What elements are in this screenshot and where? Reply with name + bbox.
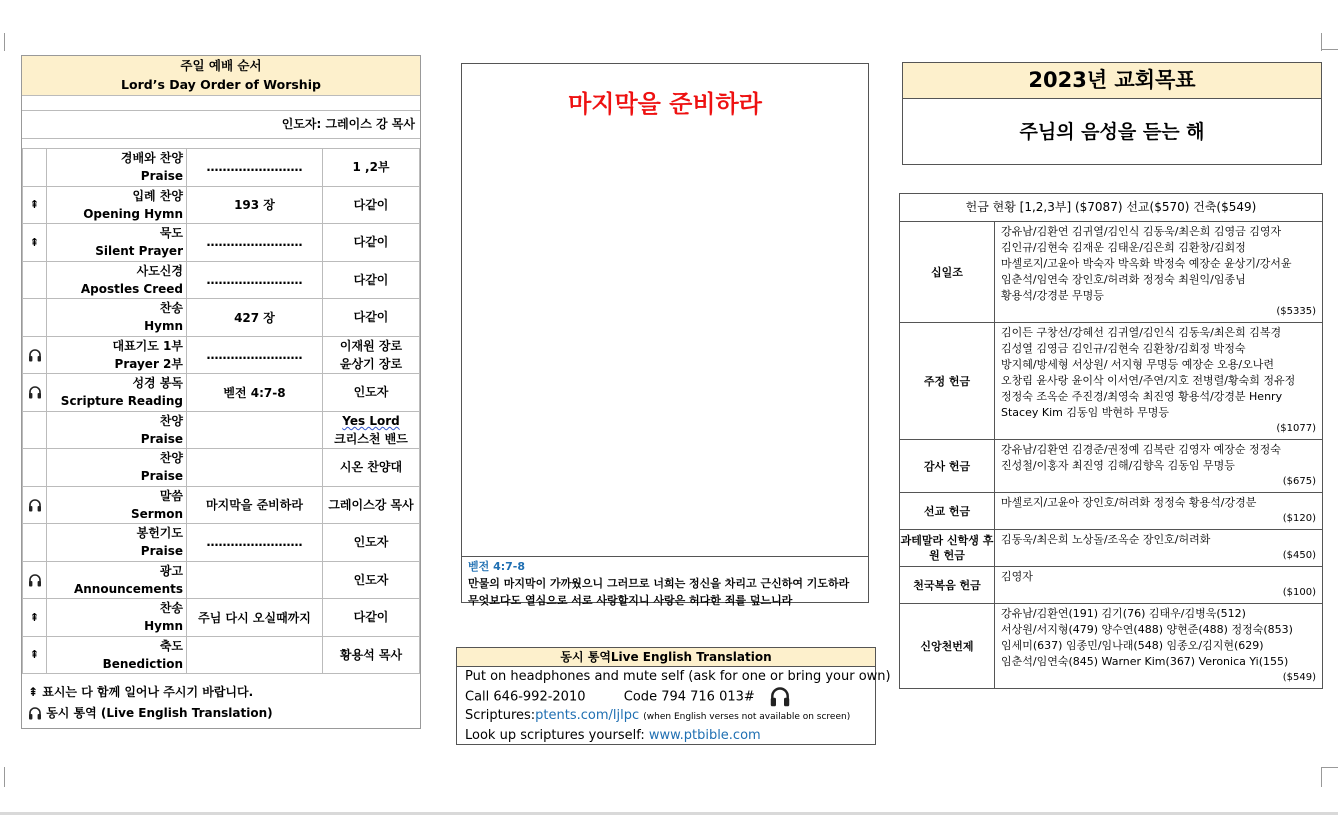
offering-names — [995, 493, 1323, 530]
sermon-title: 마지막을 준비하라 — [568, 90, 762, 118]
worship-item-ko: 경배와 찬양 — [120, 151, 183, 166]
worship-right-line1: 다같이 — [353, 310, 389, 325]
worship-item-leader — [323, 636, 420, 674]
worship-item-leader — [323, 599, 420, 637]
worship-right-line1: 시온 찬양대 — [339, 460, 403, 475]
worship-title-ko: 주일 예배 순서 — [180, 58, 262, 73]
worship-right-line2: 크리스천 밴드 — [334, 431, 408, 446]
worship-item-detail: …………………… — [187, 524, 323, 562]
goal-title: 2023년 교회목표 — [903, 63, 1321, 99]
worship-row — [23, 224, 420, 262]
worship-item-name — [47, 261, 187, 299]
worship-item-leader — [323, 261, 420, 299]
offering-names-line: 김성열 김영금 김인규/김현숙 김환창/김회정 박정숙 — [1001, 342, 1246, 355]
offering-names-line: 김인규/김현숙 김재운 김태운/김은희 김환창/김회정 — [1001, 241, 1246, 254]
worship-item-en: Opening Hymn — [83, 206, 183, 221]
offering-box — [899, 193, 1323, 689]
worship-right-line1: 그레이스강 목사 — [328, 497, 414, 512]
offering-row — [900, 323, 1322, 440]
worship-item-ko: 사도신경 — [136, 263, 183, 278]
worship-right-line1: 다같이 — [353, 272, 389, 287]
worship-leader: 인도자: 그레이스 강 목사 — [22, 111, 420, 139]
worship-item-ko: 대표기도 1부 — [112, 338, 183, 353]
offering-amount: ($120) — [1282, 513, 1316, 524]
worship-table — [22, 148, 420, 674]
worship-icon-cell — [23, 261, 47, 299]
worship-item-ko: 봉헌기도 — [136, 526, 183, 541]
offering-row — [900, 493, 1322, 530]
worship-right-line1: 다같이 — [353, 197, 389, 212]
worship-item-detail: 주님 다시 오실때까지 — [187, 599, 323, 637]
offering-names — [995, 604, 1323, 689]
worship-item-name — [47, 636, 187, 674]
translation-line: Put on headphones and mute self (ask for one or bring your own) — [465, 669, 891, 684]
worship-right-line1: 인도자 — [353, 535, 389, 550]
sermon-box — [461, 63, 869, 607]
worship-item-en: Benediction — [102, 656, 183, 671]
worship-item-detail: …………………… — [187, 224, 323, 262]
worship-item-name — [47, 224, 187, 262]
worship-item-ko: 축도 — [159, 638, 183, 653]
worship-icon-cell — [23, 149, 47, 187]
worship-item-en: Apostles Creed — [80, 281, 183, 296]
offering-amount: ($100) — [1282, 587, 1316, 598]
worship-row — [23, 411, 420, 449]
worship-right-line1: 다같이 — [353, 235, 389, 250]
worship-row — [23, 186, 420, 224]
offering-row — [900, 604, 1322, 689]
scriptures-link[interactable]: ptents.com/ljlpc — [535, 708, 640, 723]
offering-amount: ($675) — [1282, 476, 1316, 487]
offering-names-line: 황용석/강경분 무명등 — [1001, 289, 1104, 302]
worship-item-ko: 말씀 — [159, 488, 183, 503]
offering-names — [995, 440, 1323, 493]
worship-row — [23, 486, 420, 524]
worship-icon-cell — [23, 336, 47, 374]
worship-item-name — [47, 599, 187, 637]
worship-item-ko: 성경 봉독 — [132, 376, 183, 391]
worship-item-name — [47, 486, 187, 524]
worship-item-ko: 찬송 — [159, 301, 183, 316]
offering-names — [995, 567, 1323, 604]
worship-item-en: Praise — [140, 469, 183, 484]
worship-item-leader — [323, 561, 420, 599]
headphones-icon — [28, 499, 42, 512]
worship-right-line1: Yes Lord — [342, 413, 400, 428]
offering-category: 감사 헌금 — [900, 440, 995, 493]
offering-names-line: Stacey Kim 김동임 박현하 무명등 — [1001, 406, 1169, 419]
worship-item-name — [47, 186, 187, 224]
offering-category: 십일조 — [900, 222, 995, 323]
offering-row — [900, 530, 1322, 567]
worship-item-detail: 벧전 4:7-8 — [187, 374, 323, 412]
worship-item-leader — [323, 411, 420, 449]
scriptures-note: (when English verses not available on screen) — [643, 712, 851, 722]
note-stand — [28, 682, 414, 703]
offering-amount: ($1077) — [1276, 423, 1316, 434]
worship-icon-cell — [23, 561, 47, 599]
worship-item-en: Hymn — [144, 619, 183, 634]
sermon-verse — [462, 556, 868, 610]
worship-right-line1: 인도자 — [353, 385, 389, 400]
translation-lookup-line — [457, 726, 875, 746]
offering-category: 천국복음 헌금 — [900, 567, 995, 604]
worship-item-en: Praise — [140, 431, 183, 446]
worship-header — [22, 56, 420, 96]
headphones-icon — [769, 687, 791, 707]
translation-title: 동시 통역Live English Translation — [457, 648, 875, 667]
worship-item-name — [47, 561, 187, 599]
worship-item-en: Praise — [140, 544, 183, 559]
lookup-label: Look up scriptures yourself: — [465, 727, 645, 743]
offering-amount: ($450) — [1282, 550, 1316, 561]
spacer-gap — [22, 139, 420, 148]
worship-row — [23, 599, 420, 637]
call-code: Code 794 716 013# — [623, 689, 755, 704]
worship-item-leader — [323, 149, 420, 187]
worship-right-line1: 황용석 목사 — [339, 647, 403, 662]
offering-names-line: 진성철/이홍자 최진영 김해/김향옥 김동임 무명등 — [1001, 459, 1235, 472]
offering-category: 선교 헌금 — [900, 493, 995, 530]
worship-item-detail — [187, 411, 323, 449]
offering-names-line: 오창림 윤사랑 윤이삭 이서연/주연/지호 전병렬/황숙희 정유정 — [1001, 374, 1296, 387]
worship-item-ko: 찬양 — [159, 451, 183, 466]
worship-icon-cell — [23, 374, 47, 412]
worship-item-en: Scripture Reading — [60, 394, 183, 409]
worship-row — [23, 524, 420, 562]
worship-item-ko: 입례 찬양 — [132, 188, 183, 203]
goal-motto: 주님의 음성을 듣는 해 — [1019, 121, 1205, 143]
worship-item-en: Hymn — [144, 319, 183, 334]
worship-row — [23, 374, 420, 412]
worship-item-en: Announcements — [73, 581, 183, 596]
worship-right-line1: 이재원 장로 — [339, 338, 403, 353]
offering-names-line: 서상원/서지형(479) 양수연(488) 양현준(488) 정정숙(853) — [1001, 623, 1293, 636]
offering-names-line: 김이든 구창선/강혜선 김귀열/김인식 김동욱/최은희 김복경 — [1001, 326, 1282, 339]
worship-item-detail — [187, 449, 323, 487]
headphones-icon — [28, 386, 42, 399]
call-number: Call 646-992-2010 — [465, 689, 586, 704]
offering-names-line: 마셀로지/고윤아 박숙자 박옥화 박정숙 예장순 윤상기/강서윤 — [1001, 257, 1292, 270]
headphones-icon — [28, 349, 42, 362]
headphones-icon — [28, 707, 42, 720]
worship-row — [23, 449, 420, 487]
translation-box — [456, 647, 891, 745]
crop-mark — [1321, 767, 1338, 768]
offering-names-line: 강유남/김환연 김경준/권정예 김복란 김영자 예장순 정정숙 — [1001, 443, 1281, 456]
worship-item-detail — [187, 636, 323, 674]
verse-line: 만물의 마지막이 가까웠으니 그러므로 너희는 정신을 차리고 근신하여 기도하라 — [468, 577, 850, 590]
worship-row — [23, 636, 420, 674]
worship-item-leader — [323, 524, 420, 562]
scriptures-label: Scriptures: — [465, 708, 536, 723]
note-translation — [28, 703, 414, 724]
worship-row — [23, 149, 420, 187]
worship-item-detail — [187, 561, 323, 599]
worship-item-ko: 묵도 — [159, 226, 183, 241]
offering-names-line: 강유남/김환연 김귀열/김인식 김동욱/최은희 김영금 김영자 — [1001, 225, 1282, 238]
stand-icon: ⇞ — [28, 685, 39, 699]
offering-amount: ($549) — [1282, 672, 1316, 683]
offering-table — [900, 222, 1322, 688]
worship-right-line2: 윤상기 장로 — [339, 356, 403, 371]
worship-item-ko: 광고 — [159, 563, 183, 578]
offering-names — [995, 222, 1323, 323]
worship-notes — [22, 674, 420, 728]
offering-names — [995, 530, 1323, 567]
offering-names-line: 정정숙 조옥순 주진경/최영숙 최진영 황용석/강경분 Henry — [1001, 390, 1283, 403]
verse-line: 무엇보다도 열심으로 서로 사랑할지니 사랑은 허다한 죄를 덮느니라 — [468, 594, 793, 607]
church-goal-box — [902, 62, 1322, 165]
worship-item-detail: …………………… — [187, 261, 323, 299]
worship-icon-cell — [23, 599, 47, 637]
worship-item-name — [47, 374, 187, 412]
offering-names-line: 임춘석/임연숙(845) Warner Kim(367) Veronica Yi(155) — [1001, 655, 1289, 668]
crop-mark — [4, 33, 5, 51]
offering-row — [900, 440, 1322, 493]
offering-names-line: 임세미(637) 임종민/임나래(548) 임종오/김지현(629) — [1001, 639, 1264, 652]
worship-item-leader — [323, 336, 420, 374]
worship-item-leader — [323, 186, 420, 224]
worship-item-leader — [323, 299, 420, 337]
worship-icon-cell — [23, 411, 47, 449]
worship-item-name — [47, 299, 187, 337]
stand-icon: ⇞ — [29, 198, 40, 212]
offering-names-line: 강유남/김환연(191) 김기(76) 김태우/김병욱(512) — [1001, 607, 1246, 620]
offering-category: 과테말라 신학생 후원 헌금 — [900, 530, 995, 567]
lookup-link[interactable]: www.ptbible.com — [648, 727, 761, 743]
worship-item-name — [47, 449, 187, 487]
worship-row — [23, 561, 420, 599]
stand-icon: ⇞ — [29, 235, 40, 249]
worship-icon-cell — [23, 186, 47, 224]
worship-item-detail: 427 장 — [187, 299, 323, 337]
worship-row — [23, 336, 420, 374]
worship-right-line1: 인도자 — [353, 572, 389, 587]
worship-title-en: Lord’s Day Order of Worship — [121, 77, 321, 92]
offering-names-line: 김영자 — [1001, 570, 1033, 583]
verse-reference: 벧전 4:7-8 — [468, 560, 526, 573]
worship-icon-cell — [23, 224, 47, 262]
offering-names-line: 김동욱/최은희 노상돌/조옥순 장인호/허려화 — [1001, 533, 1211, 546]
worship-item-en: Silent Prayer — [95, 244, 183, 259]
worship-item-name — [47, 524, 187, 562]
worship-item-en: Sermon — [131, 506, 183, 521]
translation-scriptures-line — [457, 706, 875, 726]
offering-names-line: 임춘석/임연숙 장인호/허려화 정정숙 최원익/임종님 — [1001, 273, 1246, 286]
crop-mark — [4, 767, 5, 787]
offering-names-line: 마셀로지/고윤아 장인호/허려화 정정숙 황용석/강경분 — [1001, 496, 1257, 509]
worship-item-en: Prayer 2부 — [114, 356, 183, 371]
worship-item-leader — [323, 486, 420, 524]
worship-right-line1: 다같이 — [353, 610, 389, 625]
offering-header: 헌금 현황 [1,2,3부] ($7087) 선교($570) 건축($549) — [900, 194, 1322, 222]
worship-row — [23, 299, 420, 337]
worship-right-line1: 1 ,2부 — [352, 160, 390, 175]
translation-call-line — [457, 687, 875, 707]
headphones-icon — [28, 574, 42, 587]
stand-icon: ⇞ — [29, 648, 40, 662]
note-translation-text: 동시 통역 (Live English Translation) — [46, 706, 273, 720]
stand-icon: ⇞ — [29, 610, 40, 624]
crop-mark — [1321, 49, 1338, 50]
offering-names-line: 방지혜/방세형 서상원/ 서지형 무명등 예장순 오용/오나련 — [1001, 358, 1274, 371]
worship-item-detail: 193 장 — [187, 186, 323, 224]
worship-item-en: Praise — [140, 169, 183, 184]
worship-item-leader — [323, 374, 420, 412]
worship-item-ko: 찬양 — [159, 413, 183, 428]
offering-category: 주정 헌금 — [900, 323, 995, 440]
worship-icon-cell — [23, 486, 47, 524]
worship-icon-cell — [23, 636, 47, 674]
note-stand-text: 표시는 다 함께 일어나 주시기 바랍니다. — [42, 685, 254, 699]
worship-row — [23, 261, 420, 299]
worship-item-ko: 찬송 — [159, 601, 183, 616]
offering-category: 신앙천번제 — [900, 604, 995, 689]
worship-item-leader — [323, 224, 420, 262]
worship-icon-cell — [23, 299, 47, 337]
offering-row — [900, 222, 1322, 323]
worship-item-name — [47, 411, 187, 449]
spacer-row — [22, 96, 420, 111]
order-of-worship — [21, 55, 421, 729]
worship-icon-cell — [23, 449, 47, 487]
worship-icon-cell — [23, 524, 47, 562]
worship-item-detail: …………………… — [187, 149, 323, 187]
crop-mark — [1321, 767, 1322, 787]
worship-item-name — [47, 149, 187, 187]
worship-item-leader — [323, 449, 420, 487]
worship-item-name — [47, 336, 187, 374]
offering-row — [900, 567, 1322, 604]
worship-item-detail: …………………… — [187, 336, 323, 374]
offering-amount: ($5335) — [1276, 306, 1316, 317]
offering-names — [995, 323, 1323, 440]
worship-item-detail: 마지막을 준비하라 — [187, 486, 323, 524]
